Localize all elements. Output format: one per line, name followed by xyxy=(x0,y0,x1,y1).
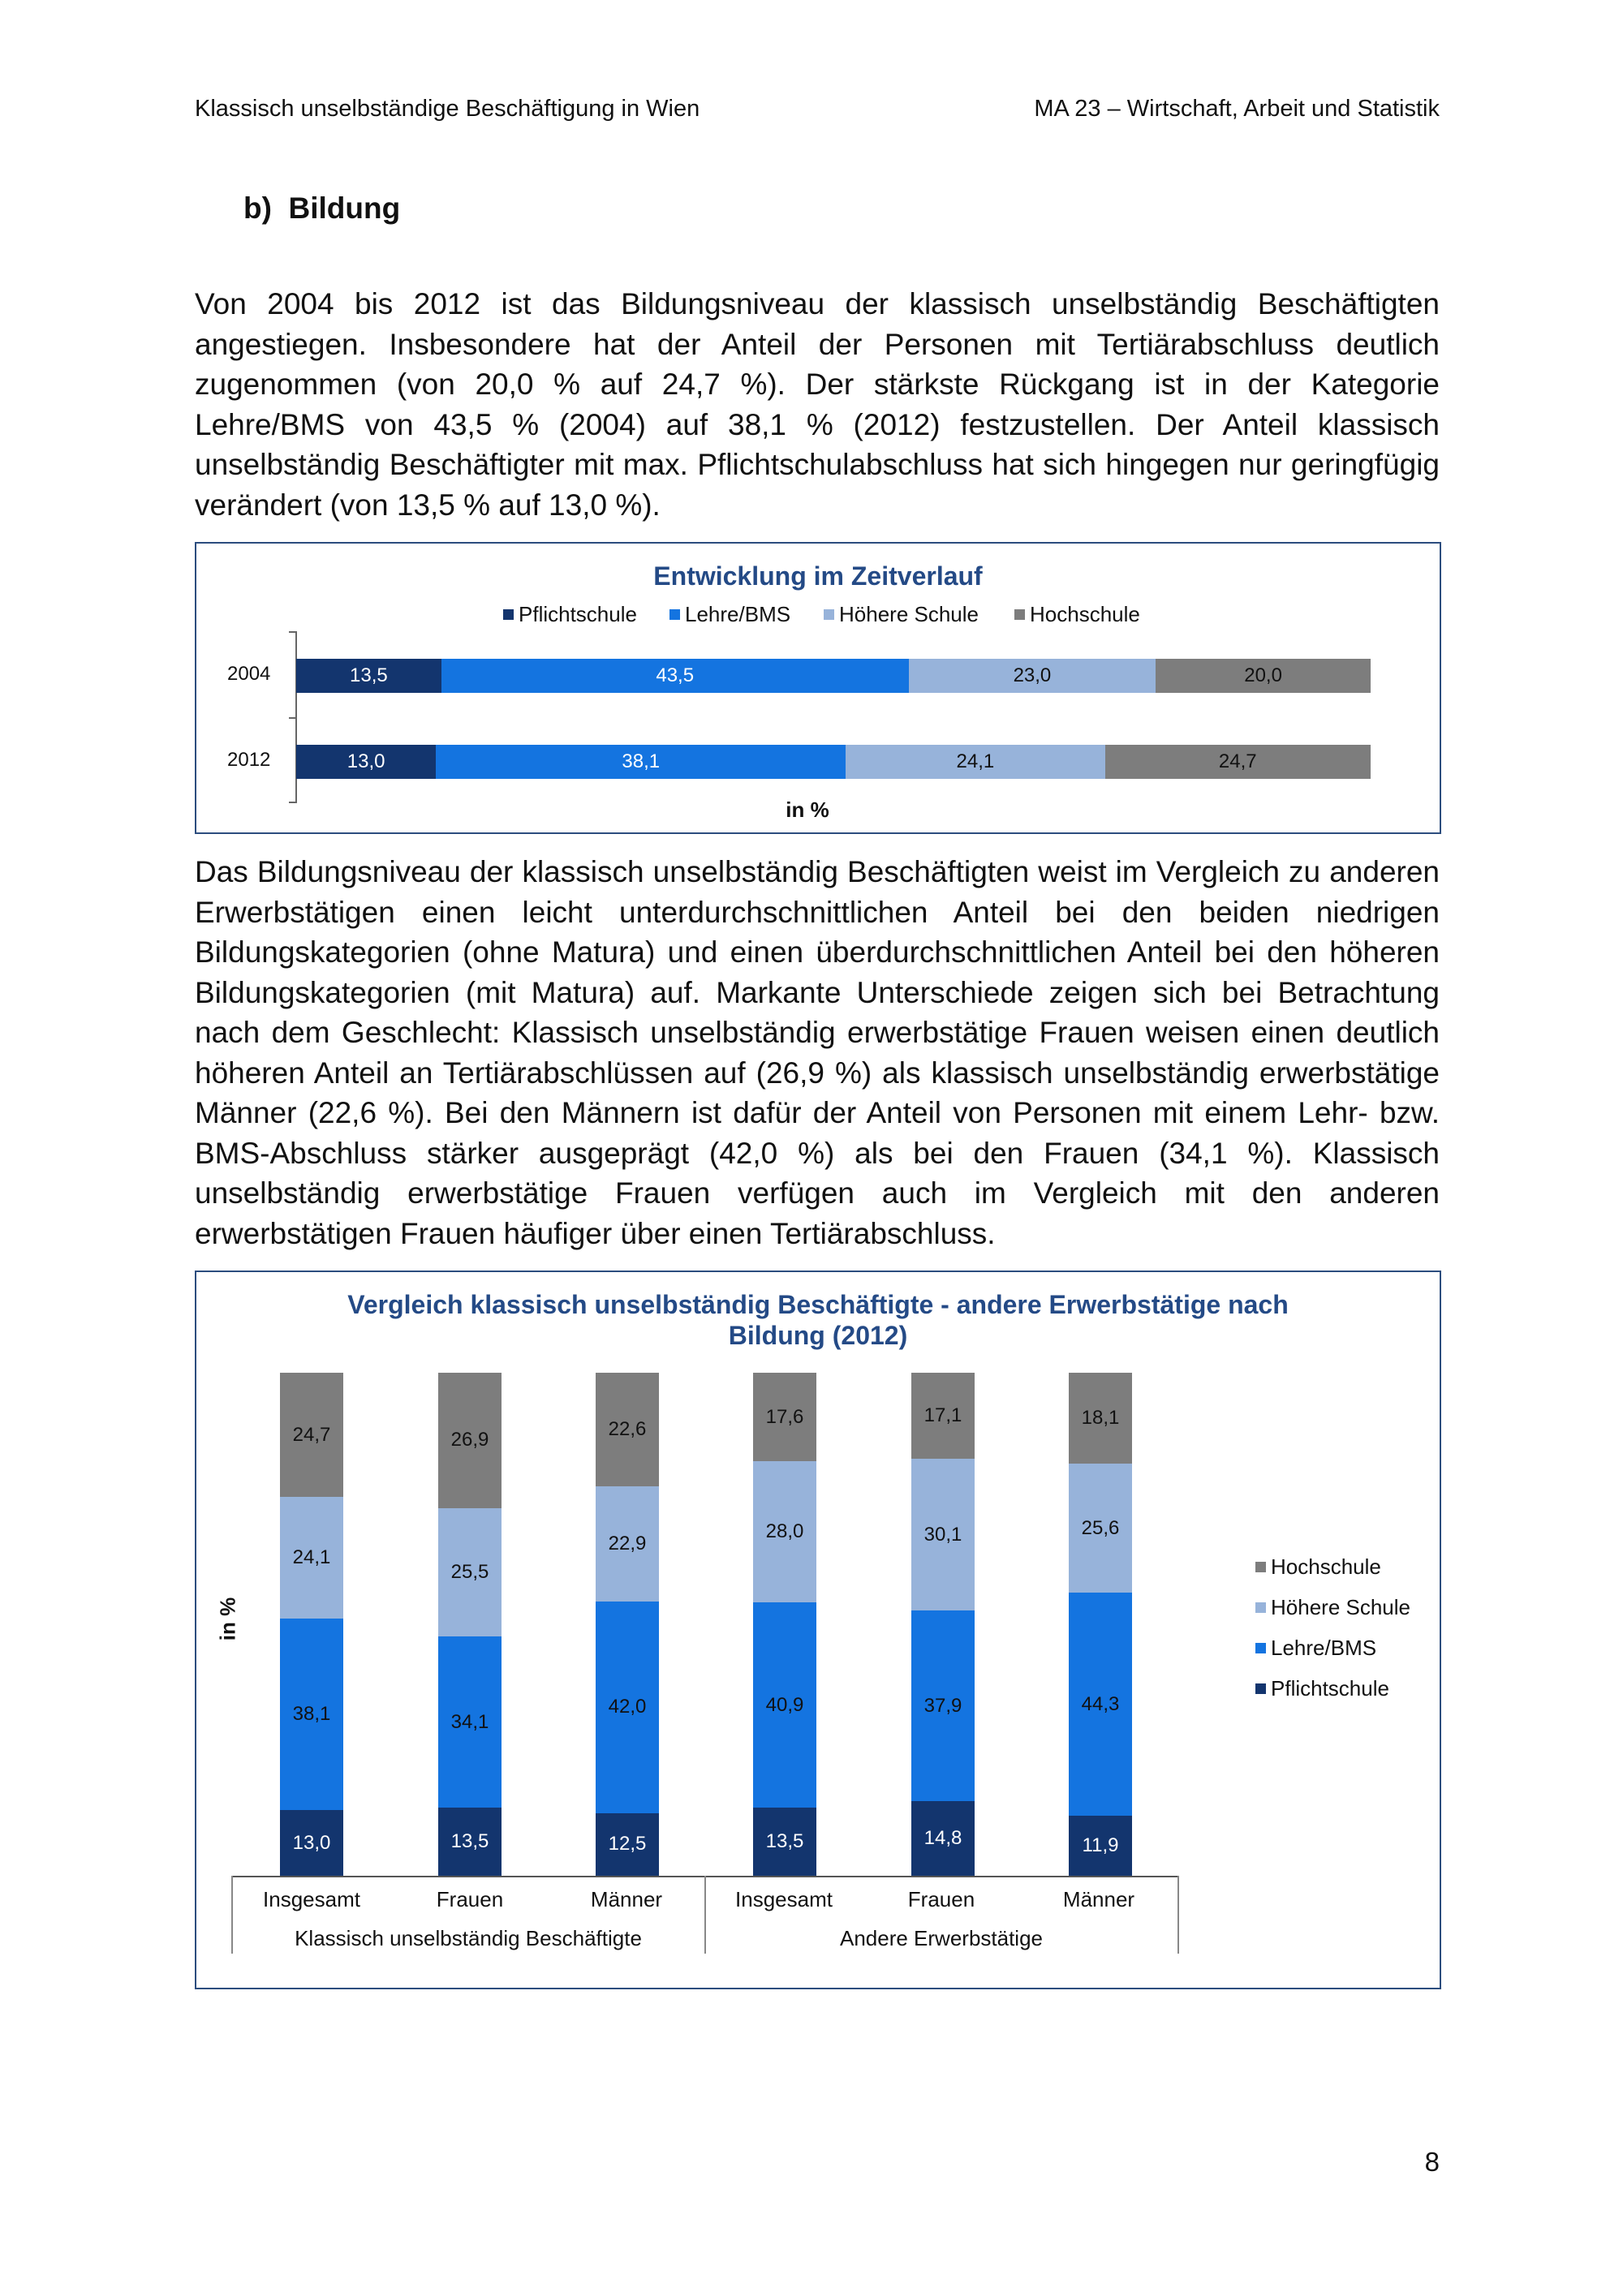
chart2-group-label: Andere Erwerbstätige xyxy=(839,1926,1044,1950)
legend-label: Hochschule xyxy=(1030,602,1140,626)
legend-swatch xyxy=(824,609,834,620)
stacked-bar-2 xyxy=(596,1373,659,1876)
chart2-title-line1: Vergleich klassisch unselbständig Beschäftigte - andere Erwerbstätige nach xyxy=(347,1290,1289,1319)
stacked-bar-5 xyxy=(1069,1373,1132,1876)
data-label: 13,5 xyxy=(765,1830,804,1853)
bar-segment-lehre xyxy=(441,659,909,693)
bar-segment-pflichtschule xyxy=(296,659,441,693)
chart1-bar-row-2012 xyxy=(296,745,1371,779)
chart1-legend-pflichtschule xyxy=(503,602,637,627)
data-label: 13,5 xyxy=(350,664,388,686)
running-header-right: MA 23 – Wirtschaft, Arbeit und Statistik xyxy=(1034,96,1440,122)
paragraph-1: Von 2004 bis 2012 ist das Bildungsniveau der klassisch unselbständig Beschäftigten angestiegen. Insbesondere hat der Anteil der Personen mit Tertiärabschluss deutlich zugenommen (von 20,0 % auf 24,7 %). Der stärkste Rückgang ist in der Kategorie Lehre/BMS von 43,5 % (2004) auf 38,1 % (2012) festzustellen. Der Anteil klassisch unselbständig Beschäftigter mit max. Pflichtschulabschluss hat sich hingegen nur geringfügig verändert (von 13,5 % auf 13,0 %). xyxy=(195,287,1440,522)
data-label: 44,3 xyxy=(1081,1692,1120,1715)
data-label: 24,7 xyxy=(292,1423,331,1446)
chart1-title: Entwicklung im Zeitverlauf xyxy=(653,561,983,591)
legend-label: Pflichtschule xyxy=(1271,1676,1389,1701)
bar-segment-lehre xyxy=(436,745,846,779)
data-label: 14,8 xyxy=(923,1827,962,1850)
chart1-legend-hoehere xyxy=(824,602,979,627)
data-label: 11,9 xyxy=(1082,1834,1119,1857)
running-header-left: Klassisch unselbständige Beschäftigung in Wien xyxy=(195,96,700,122)
chart2-axis-divider-right xyxy=(1177,1876,1179,1954)
bar-segment-hochschule xyxy=(1156,659,1371,693)
bar-segment-pflichtschule xyxy=(296,745,436,779)
chart1-tick-bottom xyxy=(289,802,297,803)
chart2-legend-hoehere xyxy=(1255,1595,1410,1620)
data-label: 25,5 xyxy=(450,1560,489,1583)
bar-segment-hoehere xyxy=(909,659,1156,693)
legend-swatch xyxy=(669,609,680,620)
data-label: 22,9 xyxy=(608,1533,647,1555)
paragraph-2: Das Bildungsniveau der klassisch unselbständig Beschäftigten weist im Vergleich zu anderen Erwerbstätigen einen leicht unterdurchschnittlichen Anteil bei den beiden niedrigen Bildungskategorien (ohne Matura) und einen überdurchschnittlichen Anteil bei den höheren Bildungskategorien (mit Matura) auf. Markante Unterschiede zeigen sich bei Betrachtung nach dem Geschlecht: Klassisch unselbständig erwerbstätige Frauen weisen einen deutlich höheren Anteil an Tertiärabschlüssen auf (26,9 %) als klassisch unselbständig erwerbstätige Männer (22,6 %). Bei den Männern ist dafür der Anteil von Personen mit einem Lehr- bzw. BMS-Abschluss stärker ausgeprägt (42,0 %) als bei den Frauen (34,1 %). Klassisch unselbständig erwerbstätige Frauen verfügen auch im Vergleich mit den anderen erwerbstätigen Frauen häufiger über einen Tertiärabschluss. xyxy=(195,855,1440,1250)
chart2-category-label: Frauen xyxy=(436,1887,504,1911)
data-label: 40,9 xyxy=(765,1693,804,1716)
data-label: 12,5 xyxy=(608,1833,647,1855)
data-label: 30,1 xyxy=(923,1523,962,1546)
chart2-category-label: Insgesamt xyxy=(735,1887,833,1911)
data-label: 37,9 xyxy=(923,1694,962,1717)
data-label: 24,1 xyxy=(956,750,995,772)
legend-swatch xyxy=(1014,609,1025,620)
chart2-legend-pflichtschule xyxy=(1255,1676,1389,1701)
page-number: 8 xyxy=(1424,2147,1440,2177)
chart2-category-label: Frauen xyxy=(907,1887,975,1911)
data-label: 17,6 xyxy=(765,1405,804,1428)
stacked-bar-3 xyxy=(753,1373,816,1876)
legend-label: Höhere Schule xyxy=(839,602,979,626)
data-label: 38,1 xyxy=(292,1703,331,1726)
chart2-group-label: Klassisch unselbständig Beschäftigte xyxy=(295,1926,642,1950)
chart1-x-axis-label: in % xyxy=(786,798,829,822)
legend-label: Hochschule xyxy=(1271,1554,1381,1579)
stacked-bar-0 xyxy=(280,1373,343,1876)
stacked-bar-4 xyxy=(911,1373,975,1876)
chart1-legend-hochschule xyxy=(1014,602,1140,627)
legend-label: Lehre/BMS xyxy=(685,602,791,626)
data-label: 13,0 xyxy=(347,750,385,772)
bar-segment-hoehere xyxy=(846,745,1104,779)
data-label: 34,1 xyxy=(450,1710,489,1733)
chart1-tick-top xyxy=(289,631,297,633)
chart1-legend-lehre xyxy=(669,602,790,627)
chart1-bar-row-2004 xyxy=(296,659,1371,693)
data-label: 23,0 xyxy=(1013,664,1052,686)
data-label: 43,5 xyxy=(656,664,695,686)
data-label: 26,9 xyxy=(450,1429,489,1451)
chart2-legend-hochschule xyxy=(1255,1554,1381,1580)
chart1-tick-mid xyxy=(289,717,297,719)
data-label: 22,6 xyxy=(608,1418,647,1441)
data-label: 24,7 xyxy=(1218,750,1257,772)
legend-swatch xyxy=(503,609,514,620)
legend-swatch xyxy=(1255,1602,1266,1613)
legend-label: Pflichtschule xyxy=(519,602,637,626)
data-label: 42,0 xyxy=(608,1696,647,1718)
data-label: 25,6 xyxy=(1081,1516,1120,1539)
legend-label: Lehre/BMS xyxy=(1271,1636,1377,1660)
chart1-category-label: 2012 xyxy=(227,749,271,771)
legend-swatch xyxy=(1255,1643,1266,1653)
data-label: 13,0 xyxy=(292,1831,331,1854)
chart-vergleich xyxy=(195,1271,1441,1989)
chart2-category-label: Männer xyxy=(1062,1887,1135,1911)
section-title: b) Bildung xyxy=(243,191,401,225)
bar-segment-hochschule xyxy=(1105,745,1371,779)
chart2-category-label: Insgesamt xyxy=(263,1887,360,1911)
data-label: 13,5 xyxy=(450,1830,489,1853)
chart2-title-line2: Bildung (2012) xyxy=(728,1321,908,1350)
data-label: 28,0 xyxy=(765,1520,804,1542)
chart2-y-axis-label: in % xyxy=(215,1597,240,1641)
chart1-category-label: 2004 xyxy=(227,663,271,685)
chart2-category-label: Männer xyxy=(590,1887,663,1911)
data-label: 18,1 xyxy=(1081,1407,1120,1430)
chart2-legend-lehre xyxy=(1255,1636,1376,1661)
data-label: 20,0 xyxy=(1244,664,1282,686)
data-label: 38,1 xyxy=(622,750,661,772)
data-label: 17,1 xyxy=(923,1404,962,1427)
legend-label: Höhere Schule xyxy=(1271,1595,1410,1619)
legend-swatch xyxy=(1255,1683,1266,1694)
data-label: 24,1 xyxy=(292,1546,331,1569)
legend-swatch xyxy=(1255,1562,1266,1572)
